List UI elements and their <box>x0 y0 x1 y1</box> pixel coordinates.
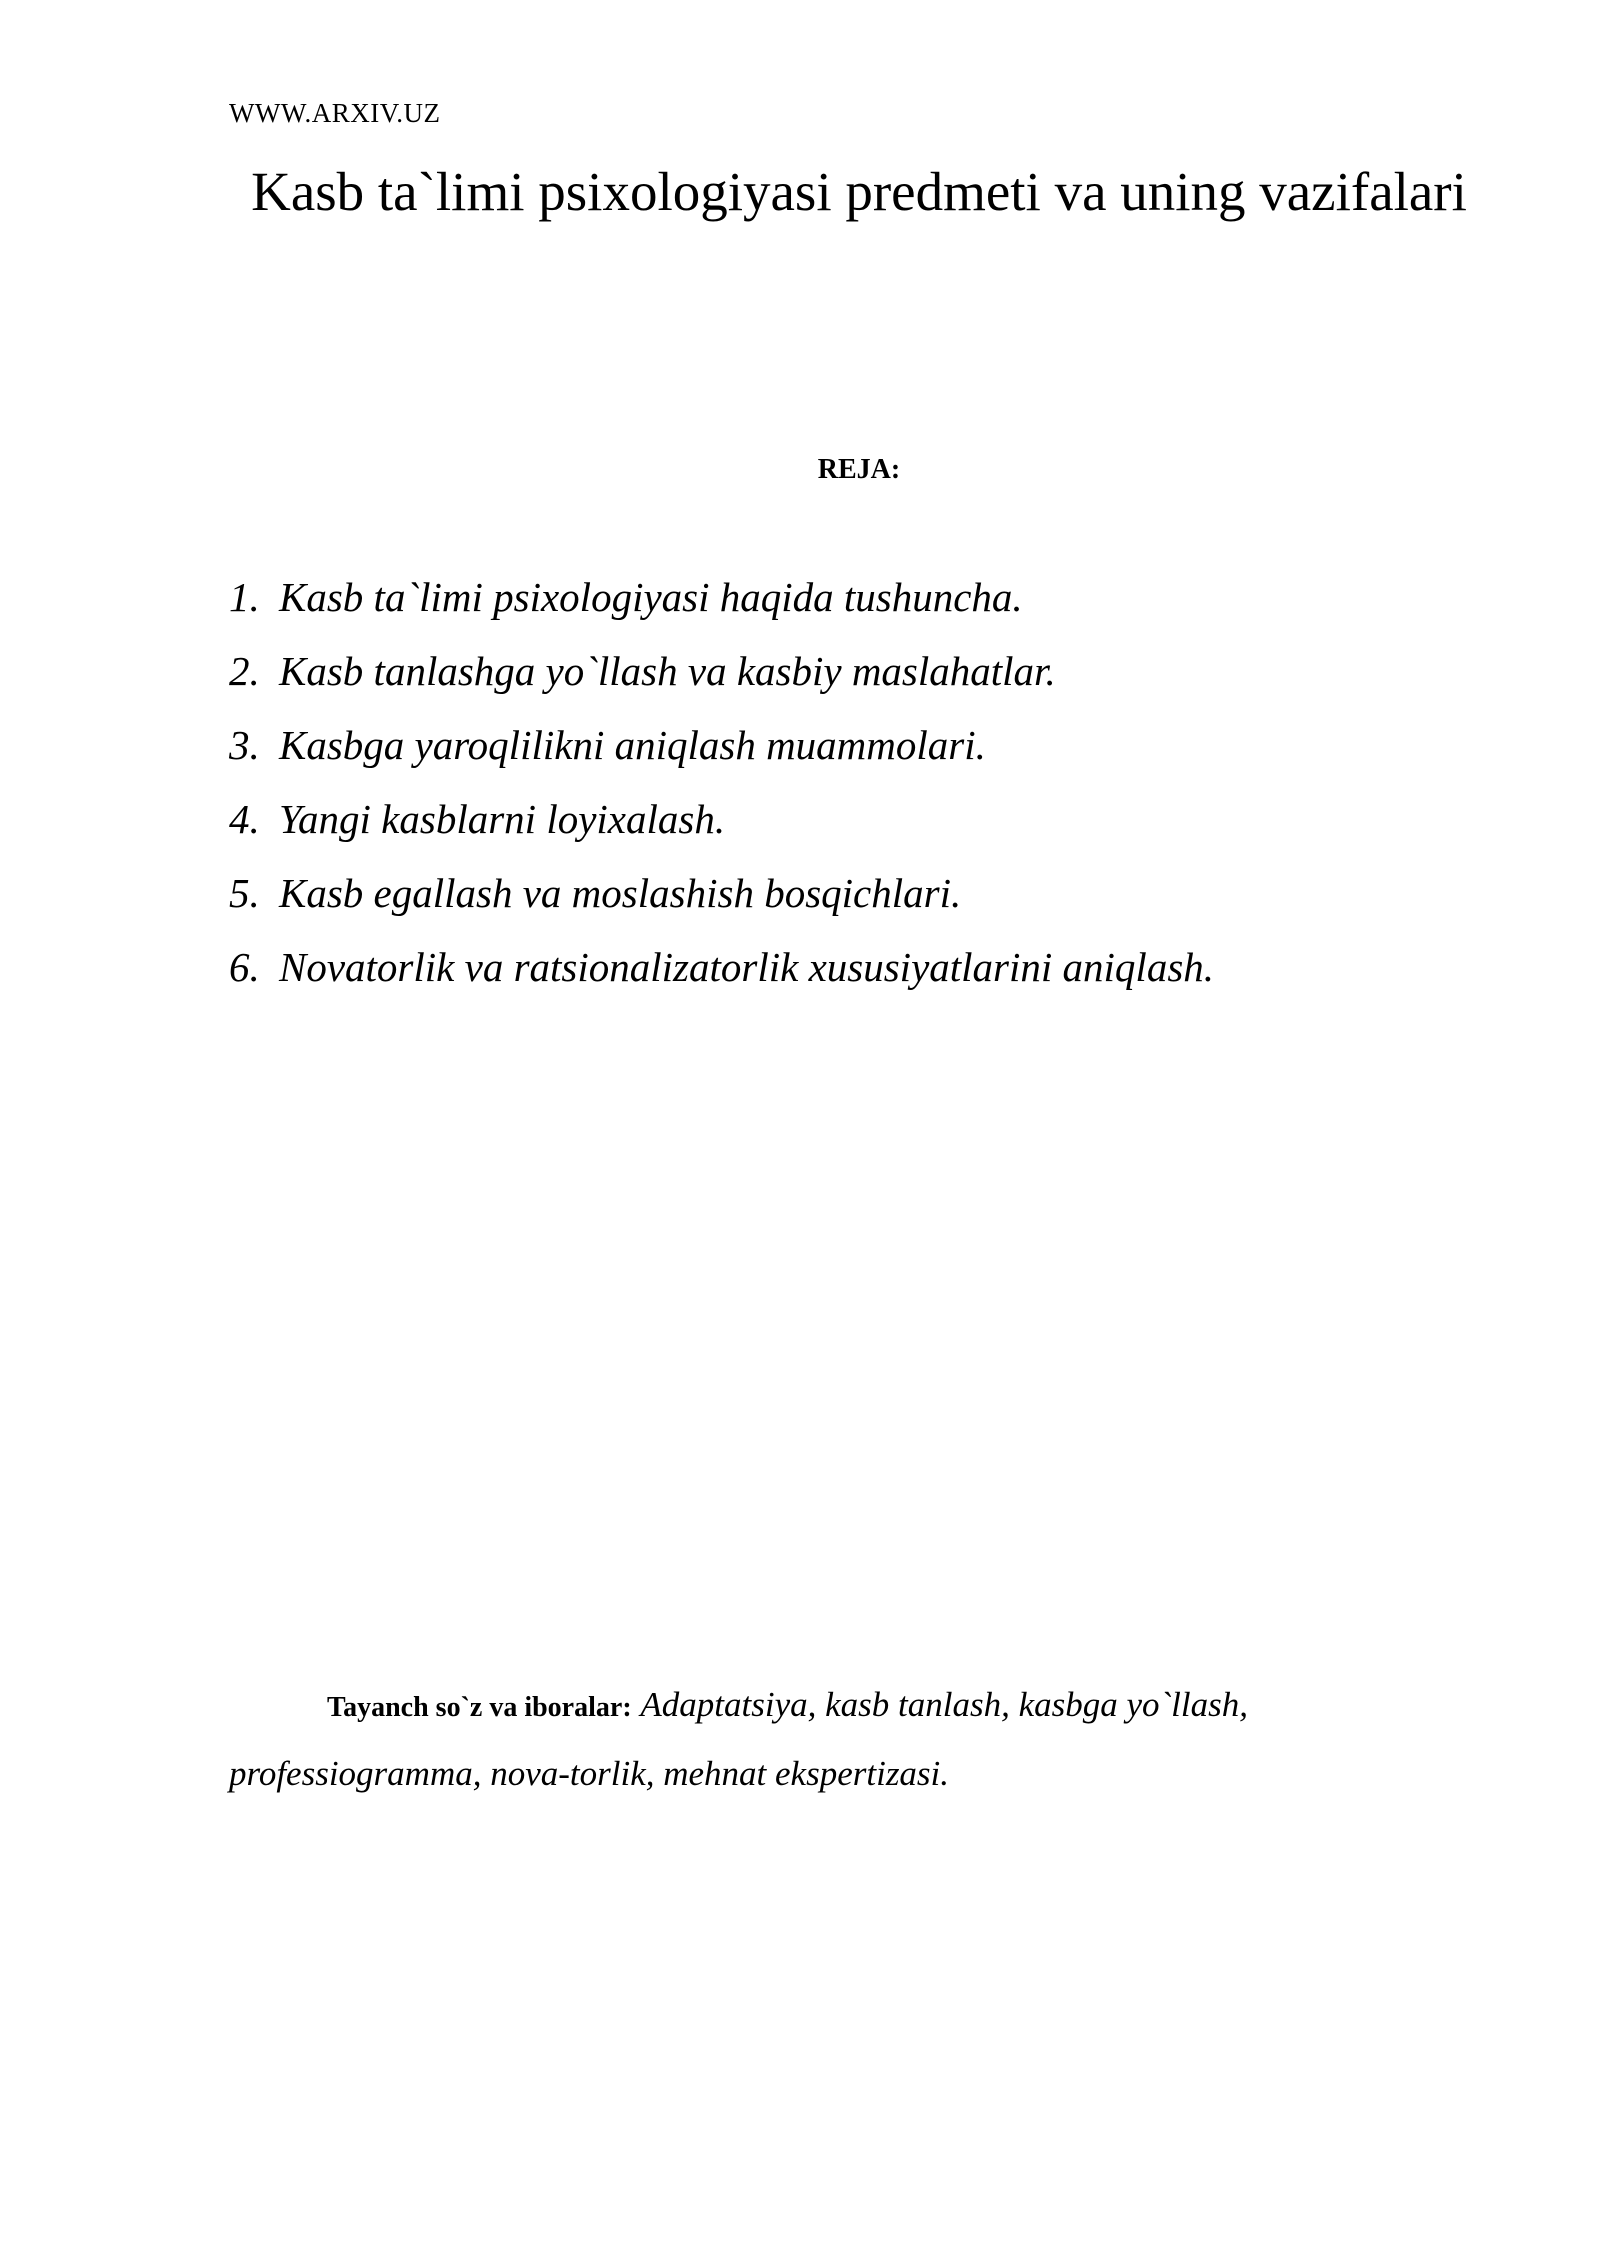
plan-heading: REJA: <box>817 454 901 485</box>
plan-item-text: Kasbga yaroqlilikni aniqlash muammolari. <box>279 722 986 768</box>
plan-item <box>229 634 1214 708</box>
plan-item <box>229 708 1214 782</box>
plan-item <box>229 560 1214 634</box>
plan-item-text: Kasb tanlashga yo`llash va kasbiy maslahatlar. <box>279 648 1056 694</box>
keywords-text: Adaptatsiya, kasb tanlash, kasbga yo`llash, professiogramma, nova-torlik, mehnat ekspertizasi. <box>229 1685 1248 1793</box>
plan-item-text: Kasb ta`limi psixologiyasi haqida tushuncha. <box>279 574 1023 620</box>
plan-item-number: 2. <box>229 648 260 694</box>
plan-item <box>229 782 1214 856</box>
plan-item <box>229 930 1214 1004</box>
plan-item <box>229 856 1214 930</box>
plan-item-number: 3. <box>229 722 260 768</box>
site-header: WWW.ARXIV.UZ <box>229 98 441 128</box>
plan-list <box>229 560 1214 1004</box>
keywords-label: Tayanch so`z va iboralar: <box>327 1692 632 1723</box>
document-title: Kasb ta`limi psixologiyasi predmeti va uning vazifalari <box>251 161 1467 222</box>
plan-item-number: 4. <box>229 796 260 842</box>
plan-item-number: 1. <box>229 574 260 620</box>
plan-item-text: Novatorlik va ratsionalizatorlik xususiyatlarini aniqlash. <box>279 944 1215 990</box>
plan-item-text: Yangi kasblarni loyixalash. <box>279 796 726 842</box>
plan-item-number: 5. <box>229 870 260 916</box>
plan-item-number: 6. <box>229 944 260 990</box>
plan-item-text: Kasb egallash va moslashish bosqichlari. <box>279 870 962 916</box>
keywords-paragraph <box>229 1672 1389 1807</box>
